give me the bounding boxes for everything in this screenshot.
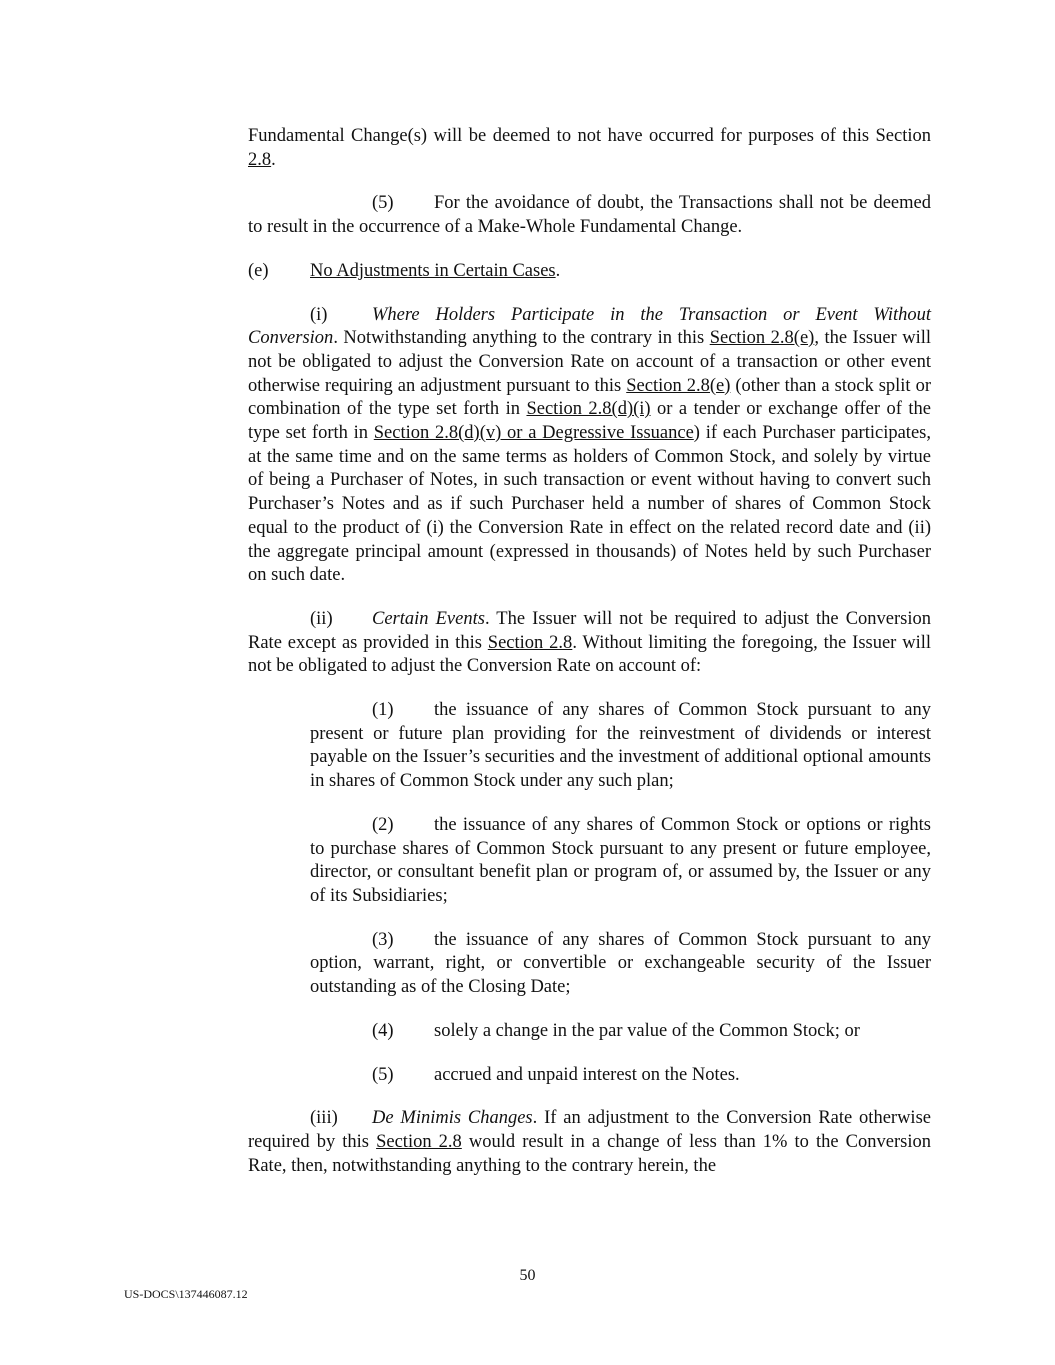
section-title: No Adjustments in Certain Cases xyxy=(310,260,556,281)
sub-heading: Certain Events xyxy=(372,608,485,629)
section-reference: Section 2.8(e) xyxy=(709,328,815,349)
continued-paragraph: Fundamental Change(s) will be deemed to not have occurred for purposes of this Section 2.8. xyxy=(248,126,931,170)
document-page xyxy=(248,125,931,1198)
paragraph-item-5: (5) For the avoidance of doubt, the Transactions shall not be deemed to result in the occurrence of a Make-Whole Fundamental Change. xyxy=(248,193,931,238)
paragraph-sub-ii: (ii) Certain Events. The Issuer will not be required to adjust the Conversion Rate except as provided in this Section 2.8. Without limiting the foregoing, the Issuer will not be obligated to adjust the Conversion Rate on account of: xyxy=(248,608,932,677)
list-item-label: (2) xyxy=(372,814,394,835)
list-item-label: (4) xyxy=(372,1020,394,1041)
list-item-label: (3) xyxy=(372,929,394,950)
section-reference: 2.8 xyxy=(248,149,272,170)
list-item: (2) the issuance of any shares of Common Stock or options or rights to purchase shares of Common Stock pursuant to any present or future employee, director, or consultant benefit plan or program of, or assumed by, the Issuer or any of its Subsidiaries; xyxy=(310,814,931,906)
sub-label: (i) xyxy=(310,304,328,325)
list-item: (1) the issuance of any shares of Common Stock pursuant to any present or future plan providing for the reinvestment of dividends or interest payable on the Issuer’s securities and the investment of additional optional amounts in shares of Common Stock under any such plan; xyxy=(310,700,931,792)
section-label: (e) xyxy=(248,260,269,281)
list-item-label: (5) xyxy=(372,1064,394,1085)
document-id: US-DOCS\137446087.12 xyxy=(124,1287,248,1301)
sub-heading: Where Holders Participate in the Transaction or Event Without Conversion xyxy=(248,304,931,349)
page-number: 50 xyxy=(519,1267,536,1284)
section-reference: Section 2.8(d)(v) or a Degressive Issuance xyxy=(373,423,694,444)
list-item: (3) the issuance of any shares of Common Stock pursuant to any option, warrant, right, or convertible or exchangeable security of the Issuer outstanding as of the Closing Date; xyxy=(310,929,931,998)
section-reference: Section 2.8 xyxy=(376,1131,462,1152)
paragraph-sub-iii: (iii) De Minimis Changes. If an adjustment to the Conversion Rate otherwise required by this Section 2.8 would result in a change of less than 1% to the Conversion Rate, then, notwithstanding anything to the contrary herein, the xyxy=(248,1108,931,1176)
sub-label: (iii) xyxy=(310,1108,338,1129)
list-item-label: (1) xyxy=(372,700,394,721)
section-reference: Section 2.8(d)(i) xyxy=(526,399,651,420)
list-item: (5) accrued and unpaid interest on the Notes. xyxy=(310,1064,931,1088)
paragraph-sub-i: (i) Where Holders Participate in the Transaction or Event Without Conversion. Notwithstanding anything to the contrary in this Section 2.8(e), the Issuer will not be obligated to adjust the Conversion Rate on account of a transaction or other event otherwise requiring an adjustment pursuant to this Section 2.8(e) (other than a stock split or combination of the type set forth in Section 2.8(d)(i) or a tender or exchange offer of the type set forth in Section 2.8(d)(v) or a Degressive Issuance) if each Purchaser participates, at the same time and on the same terms as holders of Common Stock, and solely by virtue of being a Purchaser of Notes, in such transaction or event without having to convert such Purchaser’s Notes and as if such Purchaser held a number of shares of Common Stock equal to the product of (i) the Conversion Rate in effect on the related record date and (ii) the aggregate principal amount (expressed in thousands) of Notes held by such Purchaser on such date. xyxy=(248,304,931,586)
list-item: (4) solely a change in the par value of the Common Stock; or xyxy=(310,1020,931,1044)
section-reference: Section 2.8(e) xyxy=(626,375,731,396)
sub-label: (ii) xyxy=(310,608,333,629)
sub-heading: De Minimis Changes xyxy=(372,1108,533,1129)
section-reference: Section 2.8 xyxy=(487,632,573,653)
item-label: (5) xyxy=(372,193,394,214)
section-e-heading: (e) No Adjustments in Certain Cases. xyxy=(248,260,931,284)
